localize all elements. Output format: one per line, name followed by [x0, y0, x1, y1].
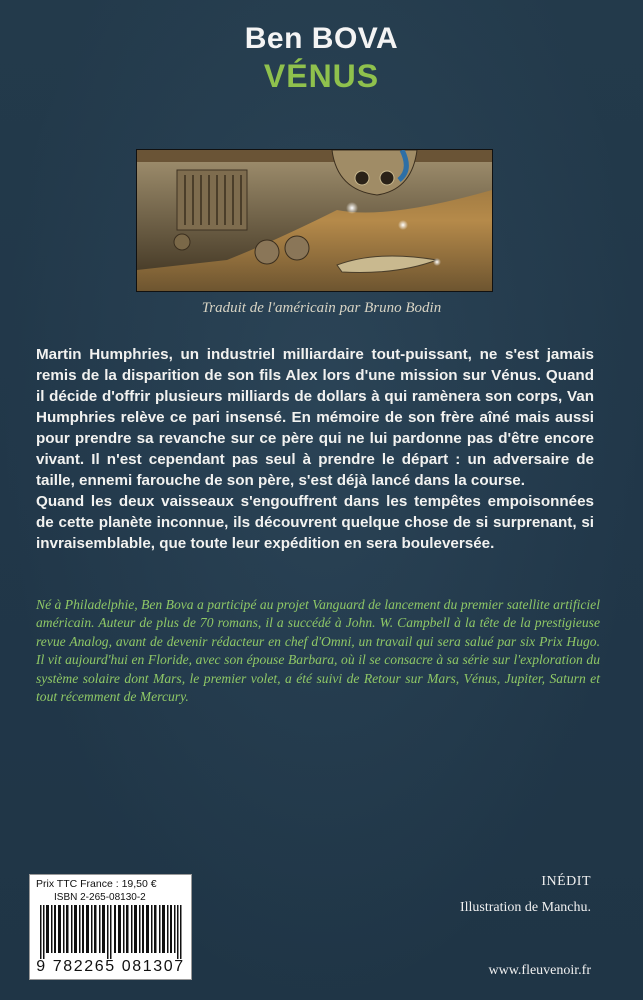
synopsis-paragraph: Quand les deux vaisseaux s'engouffrent dans les tempêtes empoisonnées de cette planète inconnue, ils découvrent quelque chose de si surprenant, si invraisemblable, que toute leur expédition en sera bouleversée. [36, 493, 594, 552]
cover-illustration [136, 149, 493, 292]
author-bio: Né à Philadelphie, Ben Bova a participé au projet Vanguard de lancement du premier satellite artificiel américain. Auteur de plus de 70 romans, il a succédé à John. W. Campbell à la tête de la prestigieuse revue Analog, avant de devenir rédacteur en chef d'Omni, un travail qui sera salué par six Prix Hugo. Il vit aujourd'hui en Floride, avec son épouse Barbara, où il se consacre à sa série sur l'exploration du système solaire dont Mars, le premier volet, a été suivi de Retour sur Mars, Vénus, Jupiter, Saturn et tout récemment de Mercury. [36, 597, 600, 705]
publisher-website: www.fleuvenoir.fr [488, 963, 591, 978]
synopsis-paragraph: Martin Humphries, un industriel milliardaire tout-puissant, ne s'est jamais remis de la disparition de son fils Alex lors d'une mission sur Vénus. Quand il décide d'offrir plusieurs milliards de dollars à qui ramènera son corps, Van Humphries relève ce pari insensé. En mémoire de son frère aîné mais aussi pour prendre sa revanche sur ce père qui ne lui pardonne pas d'être encore vivant. Il n'est cependant pas seul à prendre le départ : un adversaire de taille, ennemi farouche de son père, s'est déjà lancé dans la course. [36, 346, 594, 489]
synopsis [36, 344, 594, 554]
unpublished-label: INÉDIT [541, 874, 591, 889]
barcode-icon [40, 905, 184, 959]
illustrator-credit: Illustration de Manchu. [459, 900, 591, 915]
barcode-number: 9 782265 081307 [36, 958, 185, 975]
isbn-label: ISBN 2-265-08130-2 [54, 892, 146, 903]
book-title: VÉNUS [263, 58, 380, 94]
price-label: Prix TTC France : 19,50 € [36, 878, 157, 890]
translator-credit: Traduit de l'américain par Bruno Bodin [201, 300, 442, 316]
barcode-sticker [29, 874, 192, 980]
author-name: Ben BOVA [244, 22, 399, 55]
